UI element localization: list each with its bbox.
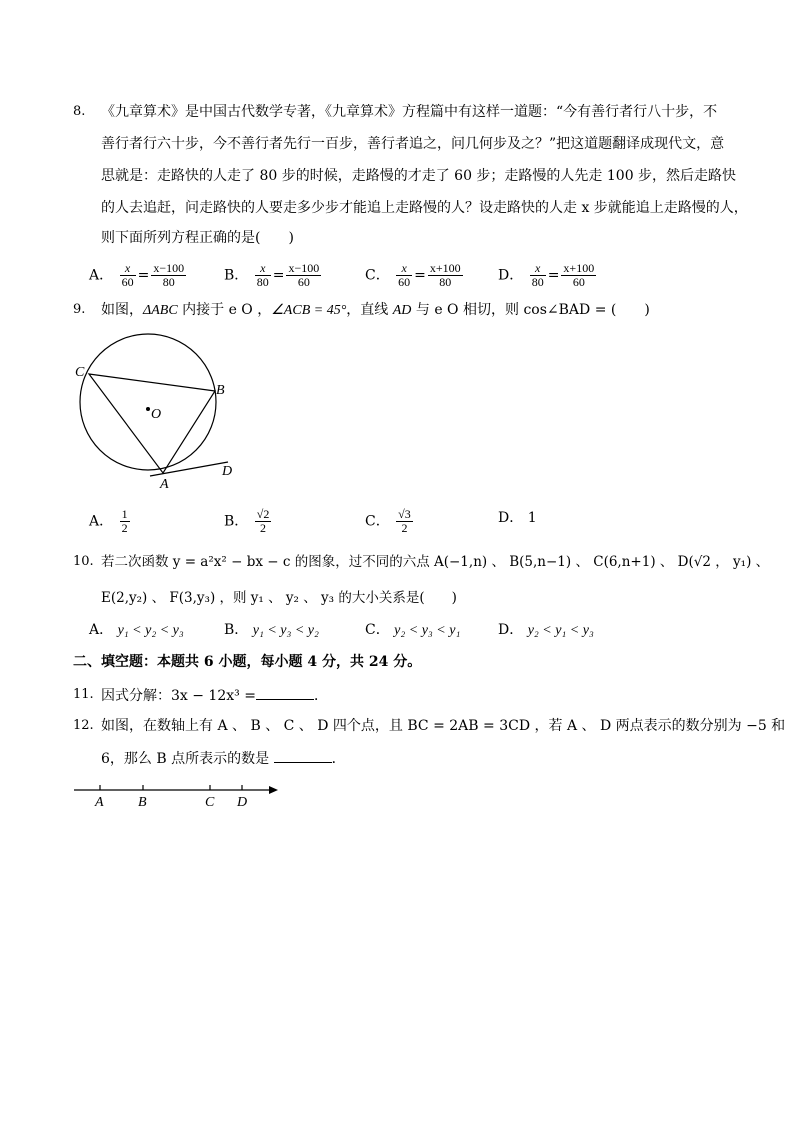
axis-label-d: D <box>237 795 248 810</box>
fraction: $\frac{x-100}{80}$ <box>153 261 185 289</box>
label-b: B <box>216 383 225 398</box>
question-text: 如图，ΔABC 内接于 e O ，∠ACB = 45°，直线 AD 与 e O 相切，则 cos∠BAD = ( ) <box>101 302 650 318</box>
option-value: y₁ < y₃ < y₂ <box>252 623 319 638</box>
option-letter: D． <box>498 510 524 526</box>
option-value: y₁ < y₂ < y₃ <box>117 623 184 638</box>
option-c[interactable] <box>365 508 415 535</box>
option-letter: A． <box>89 622 114 638</box>
label-o: O <box>151 407 162 422</box>
option-d[interactable] <box>498 508 537 528</box>
option-letter: B． <box>224 622 249 638</box>
option-d[interactable] <box>498 620 594 641</box>
circle-figure <box>70 330 250 495</box>
option-letter: D． <box>498 267 524 284</box>
option-letter: C． <box>365 513 390 530</box>
option-b[interactable]: B． $\frac{x}{80}$ = $\frac{x-100}{60}$ <box>224 261 320 289</box>
question-text-line: 的人去追赶，问走路快的人要走多少步才能追上走路慢的人？设走路快的人走 x 步就能追上走路慢的人， <box>101 200 748 216</box>
question-number: 12. <box>73 718 94 733</box>
option-a[interactable] <box>89 620 184 641</box>
fraction: $\frac{x}{60}$ <box>121 261 134 289</box>
axis-label-a: A <box>95 795 104 810</box>
question-text-line: 思就是：走路快的人走了 80 步的时候，走路慢的才走了 60 步；走路慢的人先走 100 步，然后走路快 <box>101 168 737 184</box>
option-a[interactable] <box>89 508 132 535</box>
option-b[interactable] <box>224 620 319 641</box>
question-number: 9. <box>73 302 86 317</box>
axis-label-c: C <box>205 795 215 810</box>
fraction: $\frac{1}{2}$ <box>121 507 128 535</box>
fraction: $\frac{x}{60}$ <box>398 261 411 289</box>
triangle-abc <box>89 374 215 473</box>
option-c[interactable]: C． $\frac{x}{60}$ = $\frac{x+100}{80}$ <box>365 261 461 289</box>
question-text-line: 6，那么 B 点所表示的数是 ． <box>101 748 346 769</box>
question-text-line: E(2,y₂) 、 F(3,y₃) ，则 y₁ 、 y₂ 、 y₃ 的大小关系是( ) <box>101 590 457 606</box>
option-letter: C． <box>365 622 390 638</box>
question-text-line: 若二次函数 y = a²x² − bx − c 的图象，过不同的六点 A(−1,n) 、 B(5,n−1) 、 C(6,n+1) 、 D(√2 ， y₁) 、 <box>101 554 770 570</box>
option-value: y₂ < y₃ < y₁ <box>394 623 461 638</box>
question-text-line: 如图，在数轴上有 A 、 B 、 C 、 D 四个点，且 BC = 2AB = 3CD ，若 A 、 D 两点表示的数分别为 −5 和 <box>101 718 786 734</box>
question-text-line: 《九章算术》是中国古代数学专著，《九章算术》方程篇中有这样一道题：“今有善行者行八十步，不 <box>101 104 718 120</box>
section-heading: 二、填空题：本题共 6 小题，每小题 4 分，共 24 分。 <box>73 654 422 670</box>
label-d: D <box>222 464 233 479</box>
question-number: 10. <box>73 554 94 569</box>
option-value: y₂ < y₁ < y₃ <box>527 623 594 638</box>
option-letter: C． <box>365 267 390 284</box>
answer-blank[interactable] <box>256 685 314 700</box>
center-dot <box>146 407 150 411</box>
option-letter: D． <box>498 622 524 638</box>
option-d[interactable]: D． $\frac{x}{80}$ = $\frac{x+100}{60}$ <box>498 261 595 289</box>
option-c[interactable] <box>365 620 460 641</box>
fraction: $\frac{x+100}{60}$ <box>563 261 595 289</box>
circle-o <box>80 334 216 470</box>
question-number: 8. <box>73 104 86 119</box>
option-letter: A． <box>89 267 114 284</box>
question-number: 11. <box>73 687 94 702</box>
fraction: $\frac{x+100}{80}$ <box>429 261 461 289</box>
fraction: $\frac{√3}{2}$ <box>398 507 411 535</box>
fraction: $\frac{√2}{2}$ <box>256 507 270 535</box>
answer-blank[interactable] <box>274 748 332 763</box>
option-value: 1 <box>527 510 537 526</box>
axis-label-b: B <box>138 795 147 810</box>
option-letter: B． <box>224 513 249 530</box>
option-b[interactable] <box>224 508 273 535</box>
question-text-line: 善行者行六十步，今不善行者先行一百步，善行者追之，问几何步及之？”把这道题翻译成现代文，意 <box>101 136 725 152</box>
fraction: $\frac{x}{80}$ <box>256 261 269 289</box>
arrow-head <box>269 786 278 794</box>
fraction: $\frac{x-100}{60}$ <box>288 261 320 289</box>
fraction: $\frac{x}{80}$ <box>531 261 544 289</box>
option-letter: A． <box>89 513 114 530</box>
option-letter: B． <box>224 267 249 284</box>
label-c: C <box>75 365 85 380</box>
question-text: 因式分解：3x − 12x³ = ． <box>101 685 328 706</box>
label-a: A <box>160 477 169 492</box>
question-text-line: 则下面所列方程正确的是( ) <box>101 230 294 246</box>
number-line <box>70 780 285 812</box>
option-a[interactable]: A． $\frac{x}{60}$ = $\frac{x-100}{80}$ <box>89 261 185 289</box>
